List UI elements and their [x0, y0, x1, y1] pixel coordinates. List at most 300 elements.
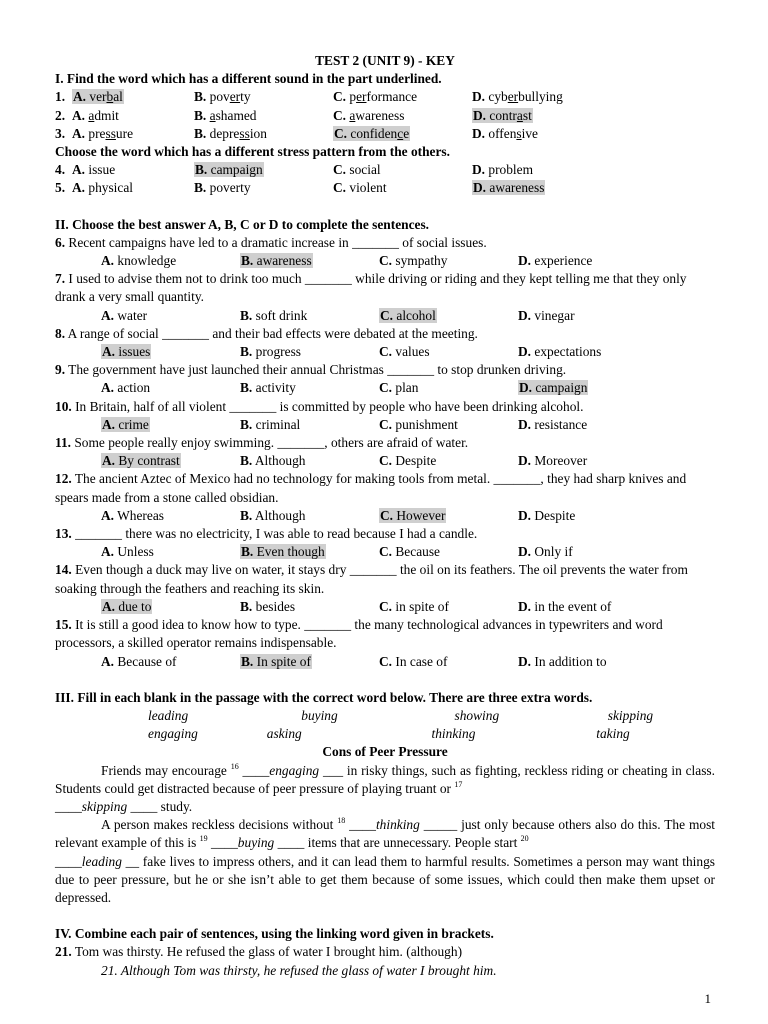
option-letter: B. [240, 598, 253, 614]
option-text: water [114, 307, 148, 323]
option [518, 453, 587, 468]
correct-answer-highlight [101, 599, 152, 614]
option-letter: C. [379, 653, 393, 669]
option-letter: A. [73, 89, 87, 105]
question-stem [55, 561, 715, 597]
correct-answer-highlight [101, 453, 181, 468]
blank-number: 16 [230, 761, 239, 771]
question-text: I used to advise them not to drink too much _______ while driving or riding and they kept telling me that they only drank a very small quantity. [55, 271, 687, 305]
option-letter: A. [101, 544, 115, 560]
option-text: in spite of [392, 598, 449, 614]
question-row [55, 88, 715, 106]
option-letter: D. [518, 453, 532, 469]
option-cell [194, 125, 333, 143]
option-cell [194, 179, 333, 197]
option [240, 508, 305, 523]
options-row [55, 598, 715, 616]
word-bank-item: thinking [431, 726, 476, 742]
option-text: experience [531, 253, 593, 269]
option-letter: C. [379, 380, 393, 396]
options-row [55, 507, 715, 525]
option [72, 180, 133, 195]
option-letter: D. [518, 544, 532, 560]
section-1-rows [55, 88, 715, 143]
option-text: contr [486, 107, 517, 123]
option-cell [240, 543, 379, 561]
option-cell [240, 416, 379, 434]
passage-text: _____ just only because others also do this. The most relevant example of this is [55, 817, 715, 851]
option-letter: D. [472, 162, 486, 178]
options-row [55, 653, 715, 671]
word-bank-row-2 [55, 725, 715, 743]
question-text: _______ there was no electricity, I was able to read because I had a candle. [71, 526, 478, 542]
option-text: pov [206, 89, 230, 105]
option-cell [333, 161, 472, 179]
option-text: issues [115, 344, 151, 360]
option-text: in the event of [531, 598, 612, 614]
option [101, 544, 154, 559]
option-letter: B. [241, 544, 254, 560]
underlined-part: a [209, 107, 216, 123]
question-stem [55, 325, 715, 343]
option-letter: B. [240, 344, 253, 360]
option-letter: A. [102, 453, 116, 469]
option-text: Only if [531, 544, 573, 560]
option-cell [333, 125, 472, 143]
underlined-part: s [516, 125, 522, 141]
correct-answer-highlight [240, 544, 326, 559]
option-letter: C. [380, 307, 394, 323]
option [379, 380, 418, 395]
option [379, 253, 447, 268]
option-cell [518, 307, 657, 325]
option-text: Although [252, 453, 306, 469]
option-letter: A. [101, 253, 115, 269]
option-cell [472, 179, 611, 197]
option-text: problem [485, 162, 534, 178]
option [518, 508, 575, 523]
question-row [55, 161, 715, 179]
option-letter: B. [240, 416, 253, 432]
option-text: offen [485, 125, 517, 141]
option [240, 380, 296, 395]
option [518, 599, 611, 614]
option-text: awareness [486, 180, 545, 196]
option-letter: D. [519, 380, 533, 396]
question-text: It is still a good idea to know how to type. _______ the many technological advances in typewriters and word processors, a skilled operator remains indispensable. [55, 617, 663, 651]
option-letter: A. [102, 416, 116, 432]
option [379, 544, 440, 559]
option [72, 108, 119, 123]
option [518, 654, 607, 669]
option-letter: D. [473, 180, 487, 196]
question-row [55, 107, 715, 125]
option-text: Although [252, 507, 306, 523]
option-letter: D. [518, 253, 532, 269]
question-21 [55, 943, 715, 961]
word-bank-item: showing [454, 707, 500, 723]
option-letter: A. [72, 125, 86, 141]
option-letter: D. [518, 507, 532, 523]
passage-text: Friends may encourage [101, 762, 231, 778]
correct-answer-highlight [72, 89, 124, 104]
option-letter: A. [102, 598, 116, 614]
option-cell [240, 507, 379, 525]
question-number: 8. [55, 325, 66, 341]
option-letter: A. [102, 344, 116, 360]
option [194, 89, 251, 104]
option [379, 599, 449, 614]
correct-answer-highlight [518, 380, 588, 395]
option-text: Despite [531, 507, 576, 523]
underlined-part: a [349, 107, 356, 123]
question-text: In Britain, half of all violent _______ is committed by people who have been drinking alcohol. [71, 398, 584, 414]
option [379, 654, 447, 669]
option-cell [472, 88, 611, 106]
word-bank-item: taking [596, 726, 630, 742]
question-number: 11. [55, 435, 71, 451]
option [379, 417, 458, 432]
question-text: Some people really enjoy swimming. _______, others are afraid of water. [71, 435, 469, 451]
option-cell [379, 343, 518, 361]
option-cell [518, 252, 657, 270]
option [194, 108, 257, 123]
option-letter: A. [101, 653, 115, 669]
option-text: Whereas [114, 507, 164, 523]
question-number: 4. [55, 162, 66, 178]
option-text: al [113, 89, 123, 105]
option-letter: C. [333, 107, 347, 123]
option-text: crime [115, 416, 149, 432]
option-cell [72, 88, 194, 106]
option [518, 344, 601, 359]
blank-number: 19 [199, 834, 208, 844]
section-1-heading: I. Find the word which has a different sound in the part underlined. [55, 71, 442, 87]
section-2-questions [55, 234, 715, 671]
option-letter: C. [333, 89, 347, 105]
option-letter: B. [240, 507, 253, 523]
options-row [55, 543, 715, 561]
option [240, 344, 301, 359]
option-letter: B. [195, 162, 208, 178]
option-cell [240, 307, 379, 325]
option-cell [101, 379, 240, 397]
option-letter: D. [518, 598, 532, 614]
page-number: 1 [704, 991, 711, 1006]
option-letter: A. [101, 380, 115, 396]
question-number: 13. [55, 526, 72, 542]
option-letter: D. [472, 125, 486, 141]
option [101, 308, 147, 323]
option [472, 126, 538, 141]
option-cell [101, 653, 240, 671]
word-bank-item: leading [148, 707, 189, 723]
blank-answer: leading [81, 853, 122, 869]
option-letter: B. [194, 107, 207, 123]
word-bank-item: engaging [148, 726, 198, 742]
correct-answer-highlight [333, 126, 410, 141]
option-cell [379, 252, 518, 270]
option [379, 453, 436, 468]
option-text: In case of [392, 653, 448, 669]
option [101, 253, 176, 268]
question-text: Even though a duck may live on water, it stays dry _______ the oil on its feathers. The oil prevents the water from soaking through the feathers and reaching its skin. [55, 562, 688, 596]
option-text: besides [252, 598, 296, 614]
passage-paragraph-2 [55, 816, 715, 907]
blank-line: ____ [238, 762, 270, 778]
option-cell [379, 653, 518, 671]
option-text: social [346, 162, 381, 178]
option [240, 308, 307, 323]
page-title: TEST 2 (UNIT 9) - KEY [315, 53, 455, 68]
question-stem [55, 616, 715, 652]
option-text: By contrast [115, 453, 180, 469]
option-cell [472, 161, 611, 179]
option-cell [240, 379, 379, 397]
section-3-heading: III. Fill in each blank in the passage with the correct word below. There are three extra words. [55, 689, 593, 705]
option-cell [101, 343, 240, 361]
section-2-heading: II. Choose the best answer A, B, C or D to complete the sentences. [55, 216, 430, 232]
option [194, 180, 251, 195]
option-letter: A. [72, 162, 86, 178]
option-text: ty [240, 89, 251, 105]
option-cell [72, 161, 194, 179]
option-text: Despite [392, 453, 437, 469]
option [472, 89, 563, 104]
question-number: 7. [55, 271, 66, 287]
option-cell [101, 307, 240, 325]
option-cell [101, 543, 240, 561]
word-bank-item: buying [301, 707, 338, 723]
option-cell [518, 598, 657, 616]
option-text: campaign [207, 162, 263, 178]
option-cell [379, 543, 518, 561]
correct-answer-highlight [240, 654, 312, 669]
option-cell [518, 416, 657, 434]
option-text: campaign [532, 380, 588, 396]
underlined-part: b [106, 89, 114, 105]
option-cell [194, 161, 333, 179]
answer-21: 21. Although Tom was thirsty, he refused the glass of water I brought him. [101, 962, 497, 978]
word-bank-item: skipping [607, 707, 654, 723]
option-letter: A. [101, 507, 115, 523]
option-cell [101, 598, 240, 616]
blank-answer: buying [237, 835, 275, 851]
option-letter: B. [194, 125, 207, 141]
correct-answer-highlight [472, 108, 533, 123]
blank-line: ____ [207, 835, 238, 851]
option-letter: C. [379, 598, 393, 614]
option-text: issue [85, 162, 116, 178]
option-text: e [403, 125, 410, 141]
option-cell [518, 379, 657, 397]
option-cell [379, 307, 518, 325]
option-text: criminal [252, 416, 301, 432]
option-cell [518, 543, 657, 561]
correct-answer-highlight [472, 180, 545, 195]
option-cell [379, 379, 518, 397]
option-cell [379, 416, 518, 434]
question-stem [55, 361, 715, 379]
option-letter: C. [334, 125, 348, 141]
option-cell [101, 452, 240, 470]
option-letter: D. [518, 307, 532, 323]
question-number: 9. [55, 362, 66, 378]
option-text: Unless [114, 544, 154, 560]
passage-text: A person makes reckless decisions without [101, 817, 338, 833]
option-text: p [346, 89, 357, 105]
option-letter: D. [473, 107, 487, 123]
option-cell [518, 653, 657, 671]
question-stem [55, 270, 715, 306]
option-text: shamed [215, 107, 257, 123]
option-cell [333, 107, 472, 125]
section-1-heading-2: Choose the word which has a different stress pattern from the others. [55, 144, 450, 160]
option [472, 162, 533, 177]
option-letter: B. [241, 653, 254, 669]
option-cell [240, 653, 379, 671]
option [101, 654, 177, 669]
option [333, 162, 381, 177]
option [240, 417, 300, 432]
passage-title: Cons of Peer Pressure [322, 744, 448, 760]
option-text: ver [86, 89, 107, 105]
option-text: Because of [114, 653, 177, 669]
blank-answer: thinking [375, 817, 420, 833]
option-cell [379, 452, 518, 470]
question-number: 2. [55, 107, 66, 123]
question-text: The ancient Aztec of Mexico had no technology for making tools from metal. _______, they had sharp knives and spears made from a stone called obsidian. [55, 471, 687, 505]
option-cell [472, 125, 611, 143]
option-letter: C. [379, 344, 393, 360]
option [518, 308, 575, 323]
blank-number: 18 [337, 816, 346, 826]
option-text: dmit [94, 107, 119, 123]
question-number: 3. [55, 125, 66, 141]
option-text: However [393, 507, 446, 523]
question-number: 10. [55, 398, 72, 414]
option-letter: C. [333, 180, 347, 196]
blank-answer: engaging [269, 762, 320, 778]
option-text: Because [392, 544, 440, 560]
underlined-part: er [356, 89, 367, 105]
options-row [55, 452, 715, 470]
question-stem [55, 525, 715, 543]
option-text: activity [252, 380, 296, 396]
passage-paragraph-1 [55, 762, 715, 817]
option-text: Even though [253, 544, 325, 560]
underlined-part: er [229, 89, 241, 105]
word-bank-row-1 [55, 707, 715, 725]
correct-answer-highlight [101, 344, 151, 359]
option-text: In spite of [253, 653, 311, 669]
option-cell [518, 452, 657, 470]
option-cell [194, 107, 333, 125]
option-letter: A. [101, 307, 115, 323]
option-letter: C. [379, 544, 393, 560]
option [518, 253, 592, 268]
option-letter: D. [472, 89, 486, 105]
option-letter: C. [333, 162, 347, 178]
option-text: expectations [531, 344, 602, 360]
option-text: formance [366, 89, 418, 105]
option [101, 380, 150, 395]
option-text: wareness [355, 107, 405, 123]
correct-answer-highlight [379, 508, 446, 523]
option-text: violent [346, 180, 387, 196]
option-text: resistance [531, 416, 588, 432]
option-cell [333, 88, 472, 106]
option-text: plan [392, 380, 419, 396]
options-row [55, 379, 715, 397]
question-text: Tom was thirsty. He refused the glass of water I brought him. (although) [71, 944, 463, 960]
option-text: knowledge [114, 253, 177, 269]
question-number: 5. [55, 180, 66, 196]
question-number: 1. [55, 89, 66, 105]
option-letter: D. [518, 653, 532, 669]
passage-text: ____ study. [127, 798, 193, 814]
option-text: bullying [518, 89, 563, 105]
underlined-part: a [88, 107, 95, 123]
option-cell [101, 416, 240, 434]
option-text: ive [521, 125, 538, 141]
option-letter: C. [379, 253, 393, 269]
passage-text: ____ items that are unnecessary. People start [274, 835, 521, 851]
section-1-stress-rows [55, 161, 715, 197]
question-row [55, 179, 715, 197]
question-number: 12. [55, 471, 72, 487]
option-text: cyb [485, 89, 508, 105]
option-letter: C. [379, 416, 393, 432]
option-cell [240, 452, 379, 470]
option-cell [72, 179, 194, 197]
option-cell [240, 343, 379, 361]
option-text: alcohol [393, 307, 436, 323]
option [518, 417, 587, 432]
option-letter: B. [194, 89, 207, 105]
option-letter: A. [72, 180, 86, 196]
option-letter: B. [194, 180, 207, 196]
blank-line: ____ [55, 853, 82, 869]
option [240, 453, 305, 468]
option [333, 89, 417, 104]
option-text: pre [85, 125, 106, 141]
option [194, 126, 267, 141]
option-letter: C. [379, 453, 393, 469]
correct-answer-highlight [101, 417, 150, 432]
option-text: due to [115, 598, 152, 614]
option-text: action [114, 380, 151, 396]
options-row [55, 252, 715, 270]
option-letter: B. [241, 253, 254, 269]
option-text: ure [115, 125, 134, 141]
underlined-part: er [507, 89, 519, 105]
option-text: sympathy [392, 253, 448, 269]
option-text: values [392, 344, 430, 360]
question-stem [55, 434, 715, 452]
blank-number: 17 [454, 779, 463, 789]
option-letter: D. [518, 416, 532, 432]
options-row [55, 416, 715, 434]
option-text: poverty [206, 180, 251, 196]
option-cell [518, 343, 657, 361]
question-number: 6. [55, 234, 66, 250]
word-bank-item: asking [266, 726, 302, 742]
options-row [55, 307, 715, 325]
option-letter: A. [72, 107, 86, 123]
passage-text: ___ in risky things, such as fighting, reckless riding or cheating in class. Students could get distracted because of peer pressure of playing truant or [55, 762, 715, 796]
option [333, 180, 387, 195]
